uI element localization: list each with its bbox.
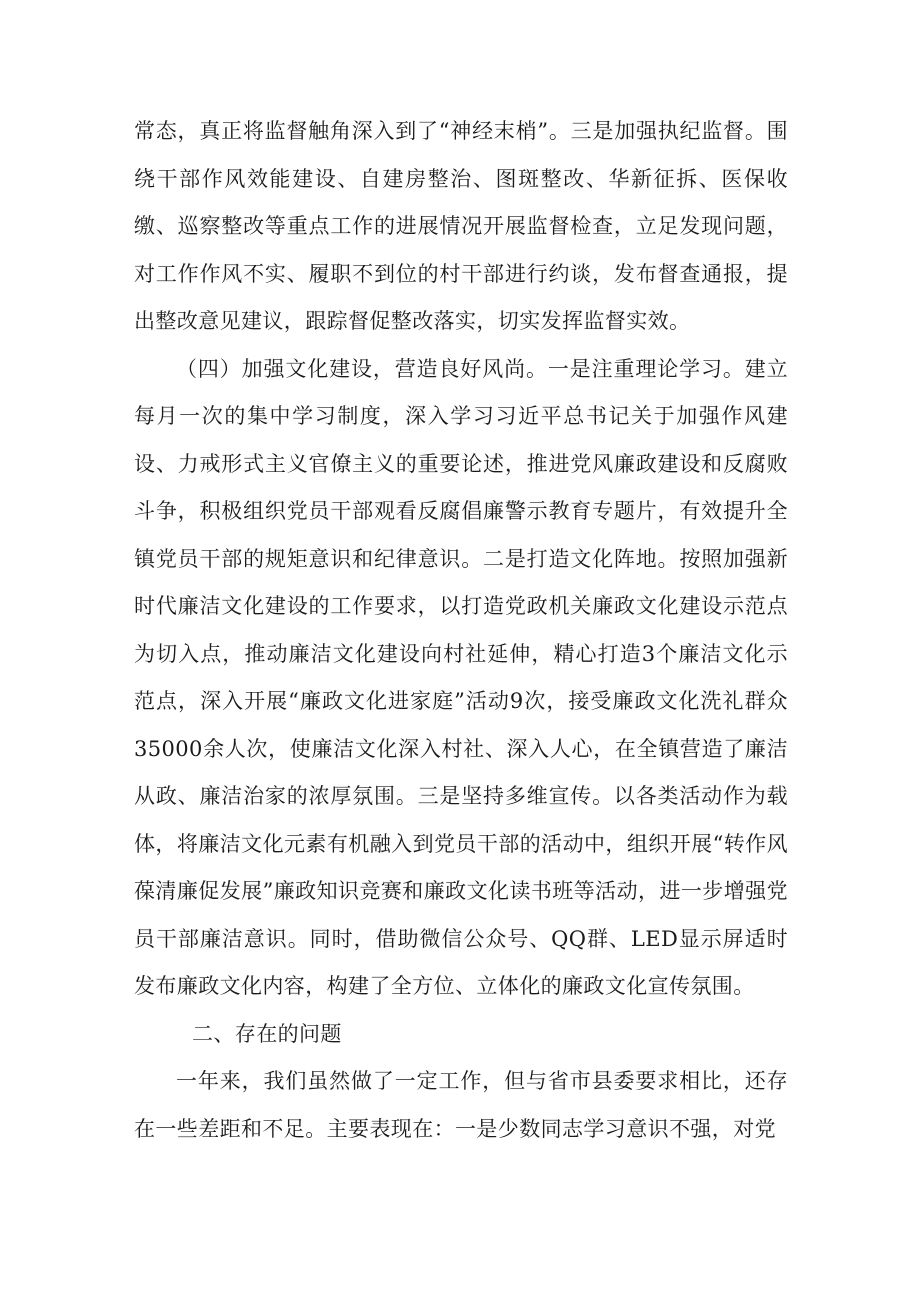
document-body xyxy=(134,108,788,1153)
paragraph-supervision: 常态，真正将监督触角深入到了“神经末梢”。三是加强执纪监督。围绕干部作风效能建设、自建房整治、图斑整改、华新征拆、医保收缴、巡察整改等重点工作的进展情况开展监督检查，立足发现问题，对工作作风不实、履职不到位的村干部进行约谈，发布督查通报，提出整改意见建议，跟踪督促整改落实，切实发挥监督实效。 xyxy=(134,119,788,333)
section-heading-problems: 二、存在的问题 xyxy=(192,1021,342,1046)
paragraph-culture: （四）加强文化建设，营造良好风尚。一是注重理论学习。建立每月一次的集中学习制度，深入学习习近平总书记关于加强作风建设、力戒形式主义官僚主义的重要论述，推进党风廉政建设和反腐败斗争，积极组织党员干部观看反腐倡廉警示教育专题片，有效提升全镇党员干部的规矩意识和纪律意识。二是打造文化阵地。按照加强新时代廉洁文化建设的工作要求，以打造党政机关廉政文化建设示范点为切入点，推动廉洁文化建设向村社延伸，精心打造3个廉洁文化示范点，深入开展“廉政文化进家庭”活动9次，接受廉政文化洗礼群众35000余人次，使廉洁文化深入村社、深入人心，在全镇营造了廉洁从政、廉洁治家的浓厚氛围。三是坚持多维宣传。以各类活动作为载体，将廉洁文化元素有机融入到党员干部的活动中，组织开展“转作风葆清廉促发展”廉政知识竞赛和廉政文化读书班等活动，进一步增强党员干部廉洁意识。同时，借助微信公众号、QQ群、LED显示屏适时发布廉政文化内容，构建了全方位、立体化的廉政文化宣传氛围。 xyxy=(134,356,788,998)
paragraph-problems: 一年来，我们虽然做了一定工作，但与省市县委要求相比，还存在一些差距和不足。主要表现在：一是少数同志学习意识不强，对党 xyxy=(134,1069,788,1141)
